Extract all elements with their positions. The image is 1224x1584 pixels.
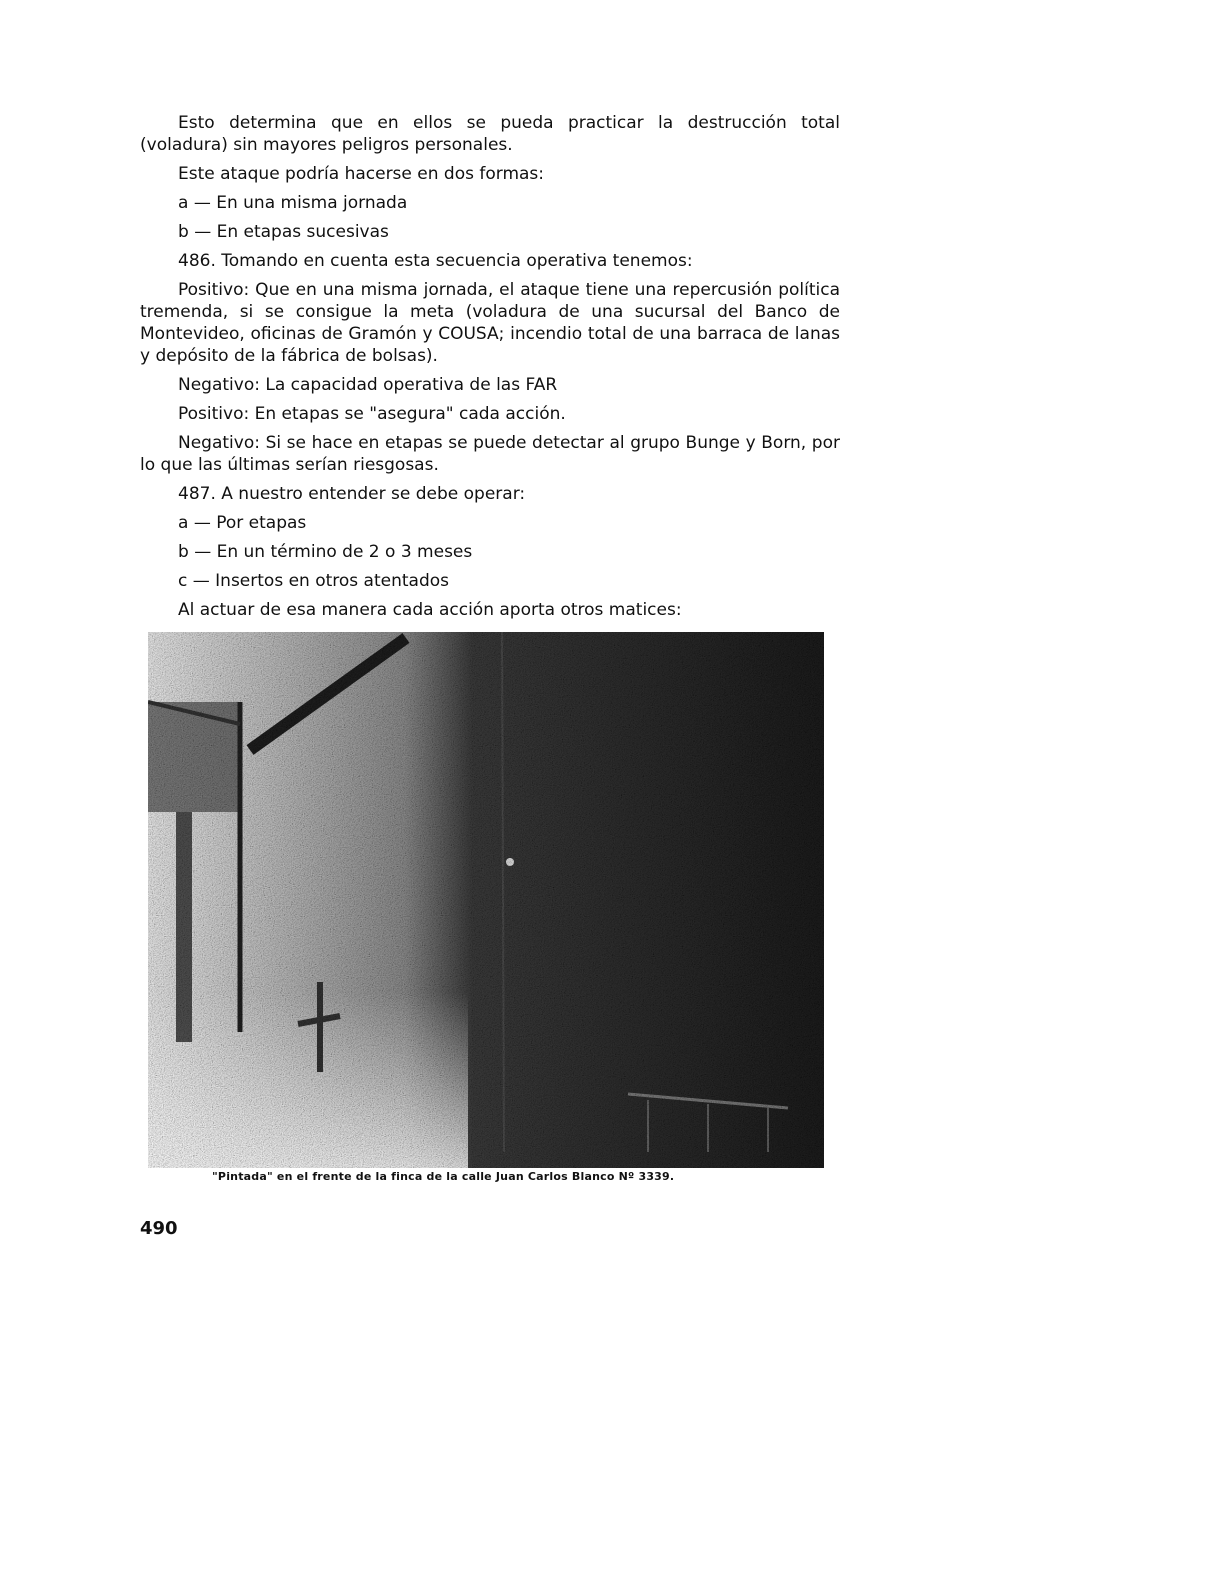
- list-item-operate-b: b — En un término de 2 o 3 meses: [178, 542, 473, 562]
- list-item-form-b: b — En etapas sucesivas: [178, 222, 389, 242]
- section-486: 486. Tomando en cuenta esta secuencia operativa tenemos:: [178, 251, 693, 271]
- paragraph-destruction: Esto determina que en ellos se pueda practicar la destrucción total (voladura) sin mayores peligros personales.: [140, 113, 840, 155]
- list-item-operate-a: a — Por etapas: [178, 513, 307, 533]
- closing-paragraph: Al actuar de esa manera cada acción aporta otros matices:: [178, 600, 682, 620]
- evaluation-negative-2: Negativo: Si se hace en etapas se puede detectar al grupo Bunge y Born, por lo que las últimas serían riesgosas.: [140, 433, 840, 475]
- evaluation-negative-1: Negativo: La capacidad operativa de las FAR: [178, 375, 558, 395]
- evaluation-positive-2: Positivo: En etapas se "asegura" cada acción.: [178, 404, 566, 424]
- list-item-operate-c: c — Insertos en otros atentados: [178, 571, 450, 591]
- evaluation-positive-1: Positivo: Que en una misma jornada, el ataque tiene una repercusión política tremenda, si se consigue la meta (voladura de una sucursal del Banco de Montevideo, oficinas de Gramón y COUSA; incendio total de una barraca de lanas y depósito de la fábrica de bolsas).: [140, 280, 840, 366]
- photo-caption: "Pintada" en el frente de la finca de la calle Juan Carlos Blanco Nº 3339.: [212, 1170, 675, 1183]
- page-number: 490: [140, 1218, 178, 1239]
- body-text: [140, 112, 840, 628]
- wall-photo-image: [148, 632, 824, 1168]
- paragraph-attack-forms: Este ataque podría hacerse en dos formas:: [178, 164, 545, 184]
- section-487: 487. A nuestro entender se debe operar:: [178, 484, 526, 504]
- list-item-form-a: a — En una misma jornada: [178, 193, 408, 213]
- wall-photo: [148, 632, 824, 1168]
